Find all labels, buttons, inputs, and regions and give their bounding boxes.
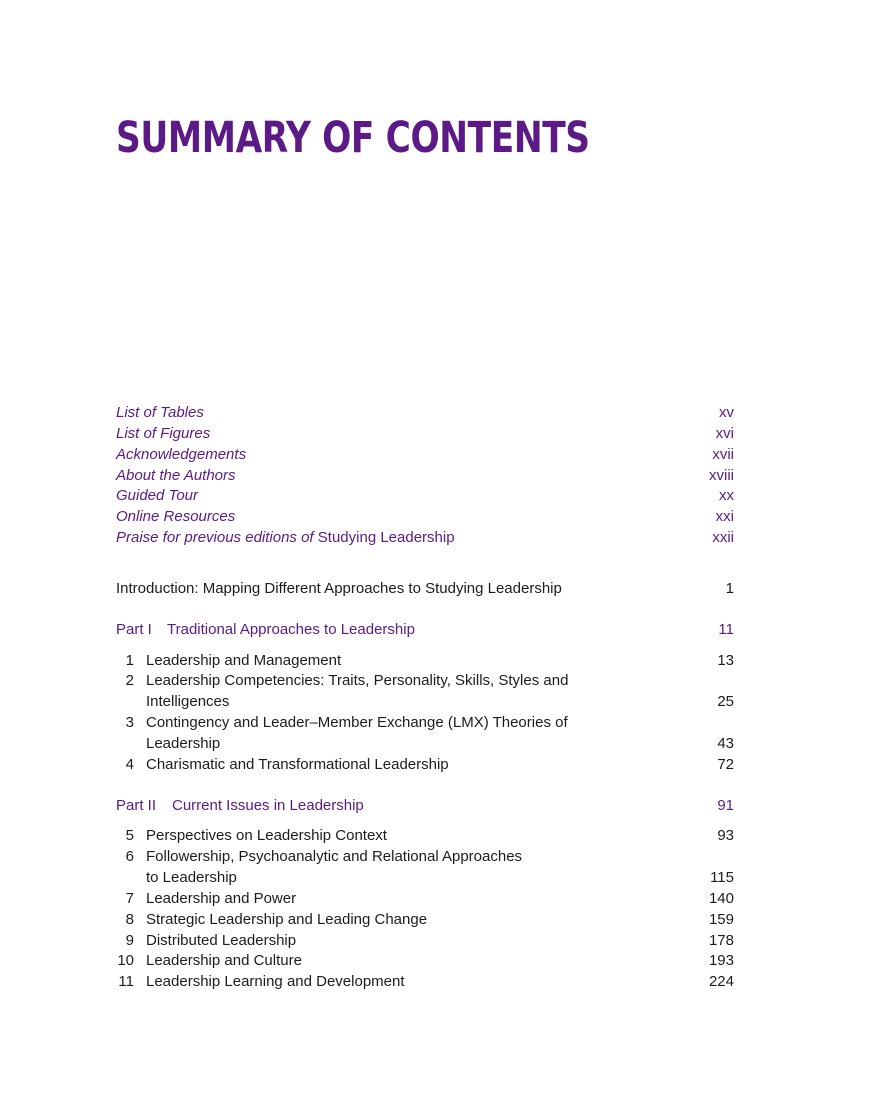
toc-entry-label-book-title: Studying Leadership [317,529,455,546]
toc-page-number: 91 [717,797,734,814]
toc-entry-acknowledgements[interactable] [116,444,734,465]
toc-entry-label: List of Figures [116,425,211,442]
chapter-number: 3 [125,714,134,731]
chapter-title: Followership, Psychoanalytic and Relational Approaches [146,848,523,865]
toc-page-number: 159 [708,911,734,928]
toc-chapter-5[interactable] [116,825,734,846]
chapter-number: 5 [125,827,134,844]
toc-page-number: 43 [717,735,734,752]
toc-page-number: xvii [712,446,734,463]
chapter-title-continued: to Leadership [146,869,237,886]
chapter-title: Leadership and Power [146,890,297,907]
chapter-number: 1 [125,652,134,669]
toc-page-number: xxi [715,508,734,525]
chapter-title-continued: Intelligences [146,693,230,710]
toc-chapter-3-continued[interactable] [116,733,734,754]
toc-chapter-11[interactable] [116,971,734,992]
chapter-title: Leadership and Culture [146,952,302,969]
toc-part-2[interactable] [116,795,734,816]
toc-entry-about-the-authors[interactable] [116,465,734,486]
chapter-title: Strategic Leadership and Leading Change [146,911,428,928]
toc-page-number: 140 [708,890,734,907]
toc-part-1[interactable] [116,619,734,640]
toc-chapter-8[interactable] [116,909,734,930]
chapter-title: Contingency and Leader–Member Exchange (LMX) Theories of [146,714,568,731]
part-title: Traditional Approaches to Leadership [167,621,415,638]
toc-entry-label: Acknowledgements [116,446,247,463]
toc-page-number: 25 [717,693,734,710]
toc-entry-list-of-figures[interactable] [116,423,734,444]
toc-entry-guided-tour[interactable] [116,485,734,506]
chapter-number: 7 [125,890,134,907]
part-label: Part II [116,797,157,814]
chapter-title: Leadership and Management [146,652,342,669]
part-label: Part I [116,621,152,638]
chapter-title: Perspectives on Leadership Context [146,827,387,844]
toc-page-number: 11 [718,621,734,638]
toc-chapter-7[interactable] [116,888,734,909]
toc-chapter-2[interactable] [116,670,734,691]
toc-chapter-2-continued[interactable] [116,691,734,712]
chapter-number: 4 [125,756,134,773]
toc-entry-online-resources[interactable] [116,506,734,527]
toc-entry-praise[interactable] [116,527,734,548]
toc-entry-list-of-tables[interactable] [116,402,734,423]
chapter-number: 2 [125,672,134,689]
chapter-number: 10 [117,952,134,969]
toc-entry-label [116,527,455,548]
toc-page-number: 72 [717,756,734,773]
toc-entry-label-italic: Praise for previous editions of [116,529,318,546]
toc-chapter-9[interactable] [116,930,734,951]
toc-entry-label: Guided Tour [116,487,199,504]
toc-page-number: 1 [725,580,734,597]
toc-chapter-1[interactable] [116,650,734,671]
chapter-number: 6 [125,848,134,865]
chapter-title: Leadership Competencies: Traits, Personality, Skills, Styles and [146,672,569,689]
chapter-title: Charismatic and Transformational Leadership [146,756,449,773]
toc-entry-label: About the Authors [116,467,236,484]
toc-chapter-6-continued[interactable] [116,867,734,888]
toc-page-number: 115 [710,869,734,886]
chapter-title: Distributed Leadership [146,932,297,949]
toc-chapter-10[interactable] [116,950,734,971]
toc-chapter-3[interactable] [116,712,734,733]
part-title: Current Issues in Leadership [172,797,364,814]
toc-entry-label: Online Resources [116,508,236,525]
toc-page-number: xviii [709,467,734,484]
toc-page-number: 193 [708,952,734,969]
toc-page-number: 224 [708,973,734,990]
chapter-number: 9 [125,932,134,949]
toc-entry-introduction[interactable] [116,578,734,599]
toc-chapter-4[interactable] [116,754,734,775]
toc-page-number: 178 [708,932,734,949]
toc-page-number: xv [719,404,734,421]
chapter-number: 11 [118,973,134,990]
toc-page-number: 93 [717,827,734,844]
toc-page-number: 13 [717,652,734,669]
toc-entry-label: Introduction: Mapping Different Approaches to Studying Leadership [116,580,562,597]
toc-chapter-6[interactable] [116,846,734,867]
toc-page-number: xvi [715,425,734,442]
page-title: SUMMARY OF CONTENTS [116,113,590,163]
toc-page-number: xx [719,487,734,504]
toc-page-number: xxii [712,529,734,546]
chapter-number: 8 [125,911,134,928]
chapter-title-continued: Leadership [146,735,221,752]
chapter-title: Leadership Learning and Development [146,973,405,990]
toc-entry-label: List of Tables [116,404,204,421]
